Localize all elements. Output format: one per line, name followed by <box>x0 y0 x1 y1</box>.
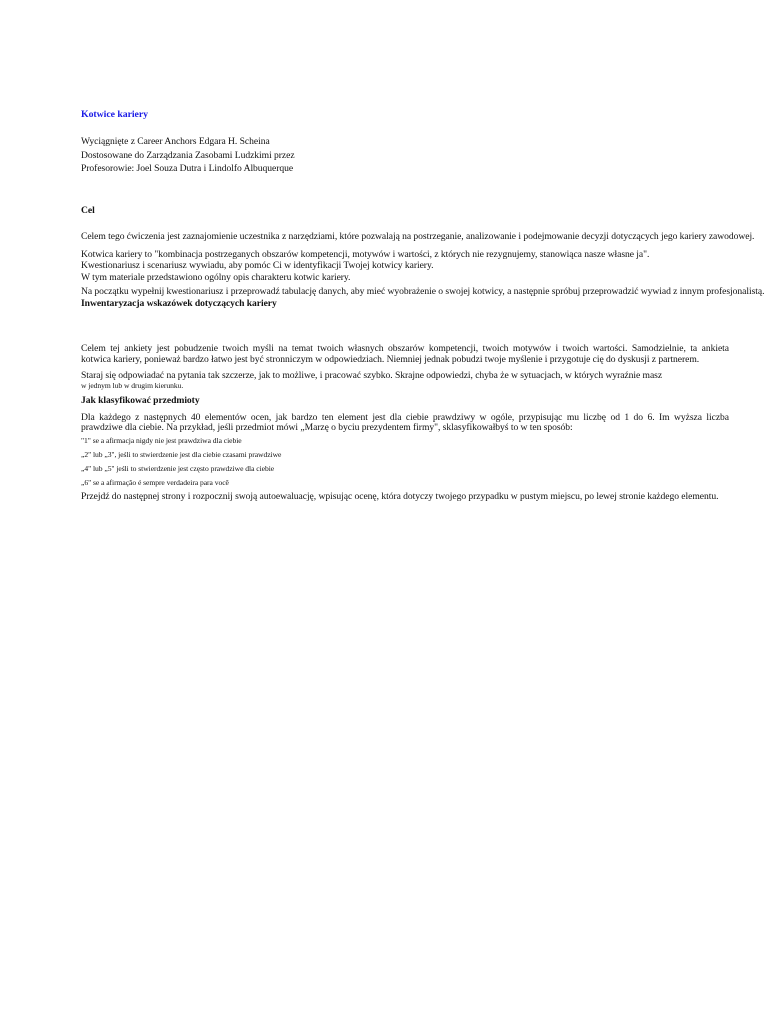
cel-paragraph-1: Celem tego ćwiczenia jest zaznajomienie uczestnika z narzędziami, które pozwalają na postrzeganie, analizowanie i podejmowanie decyzji dotyczących jego kariery zawodowej. <box>81 231 755 242</box>
cel-instructions-line: Na początku wypełnij kwestionariusz i przeprowadź tabulację danych, aby mieć wyobrażenie o swojej kotwicy, a następnie spróbuj przeprowadzić wywiad z innym profesjonalistą. <box>81 286 765 297</box>
intro-line-source: Wyciągnięte z Career Anchors Edgara H. Scheina <box>81 136 270 147</box>
intro-line-professors: Profesorowie: Joel Souza Dutra i Lindolfo Albuquerque <box>81 163 294 174</box>
classify-heading: Jak klasyfikować przedmioty <box>81 395 200 406</box>
scale-item-4-5: „4" lub „5" jeśli to stwierdzenie jest często prawdziwe dla ciebie <box>81 464 275 473</box>
cel-heading: Cel <box>81 205 95 216</box>
intro-line-adapted: Dostosowane do Zarządzania Zasobami Ludzkimi przez <box>81 150 295 161</box>
survey-paragraph-1-line-2: kotwica kariery, ponieważ bardzo łatwo jest być stronniczym w odpowiedziach. Niemniej jednak pobudzi twoje myślenie i przygotuje cię do dyskusji z partnerem. <box>81 354 700 365</box>
survey-paragraph-1-line-1: Celem tej ankiety jest pobudzenie twoich myśli na temat twoich własnych obszarów kompetencji, twoich motywów i twoich wartości. Samodzielnie, ta ankieta <box>81 343 729 354</box>
cel-material-line: W tym materiale przedstawiono ogólny opis charakteru kotwic kariery. <box>81 272 351 283</box>
survey-paragraph-2-line-1: Staraj się odpowiadać na pytania tak szczerze, jak to możliwe, i pracować szybko. Skrajne odpowiedzi, chyba że w sytuacjach, w których wyraźnie masz <box>81 370 663 381</box>
classify-closing: Przejdź do następnej strony i rozpocznij swoją autoewaluację, wpisując ocenę, która dotyczy twojego przypadku w pustym miejscu, po lewej stronie każdego elementu. <box>81 491 719 502</box>
survey-paragraph-2-line-2: w jednym lub w drugim kierunku. <box>81 381 184 390</box>
cel-definition-line: Kotwica kariery to "kombinacja postrzeganych obszarów kompetencji, motywów i wartości, z których nie rezygnujemy, stanowiąca nasze własne ja". <box>81 249 650 260</box>
inventory-heading: Inwentaryzacja wskazówek dotyczących kariery <box>81 298 277 309</box>
scale-item-6: „6" se a afirmação é sempre verdadeira para você <box>81 478 229 487</box>
scale-item-1: "1" se a afirmacja nigdy nie jest prawdziwa dla ciebie <box>81 436 242 445</box>
document-title: Kotwice kariery <box>81 109 148 120</box>
cel-questionnaire-line: Kwestionariusz i scenariusz wywiadu, aby pomóc Ci w identyfikacji Twojej kotwicy kariery. <box>81 260 434 271</box>
scale-item-2-3: „2" lub „3", jeśli to stwierdzenie jest dla ciebie czasami prawdziwe <box>81 450 282 459</box>
classify-paragraph-line-1: Dla każdego z następnych 40 elementów ocen, jak bardzo ten element jest dla ciebie prawdziwy w ogóle, przypisując mu liczbę od 1 do 6. Im wyższa liczba <box>81 412 729 423</box>
classify-paragraph-line-2: prawdziwe dla ciebie. Na przykład, jeśli przedmiot mówi „Marzę o byciu prezydentem firmy", sklasyfikowałbyś to w ten sposób: <box>81 422 573 433</box>
